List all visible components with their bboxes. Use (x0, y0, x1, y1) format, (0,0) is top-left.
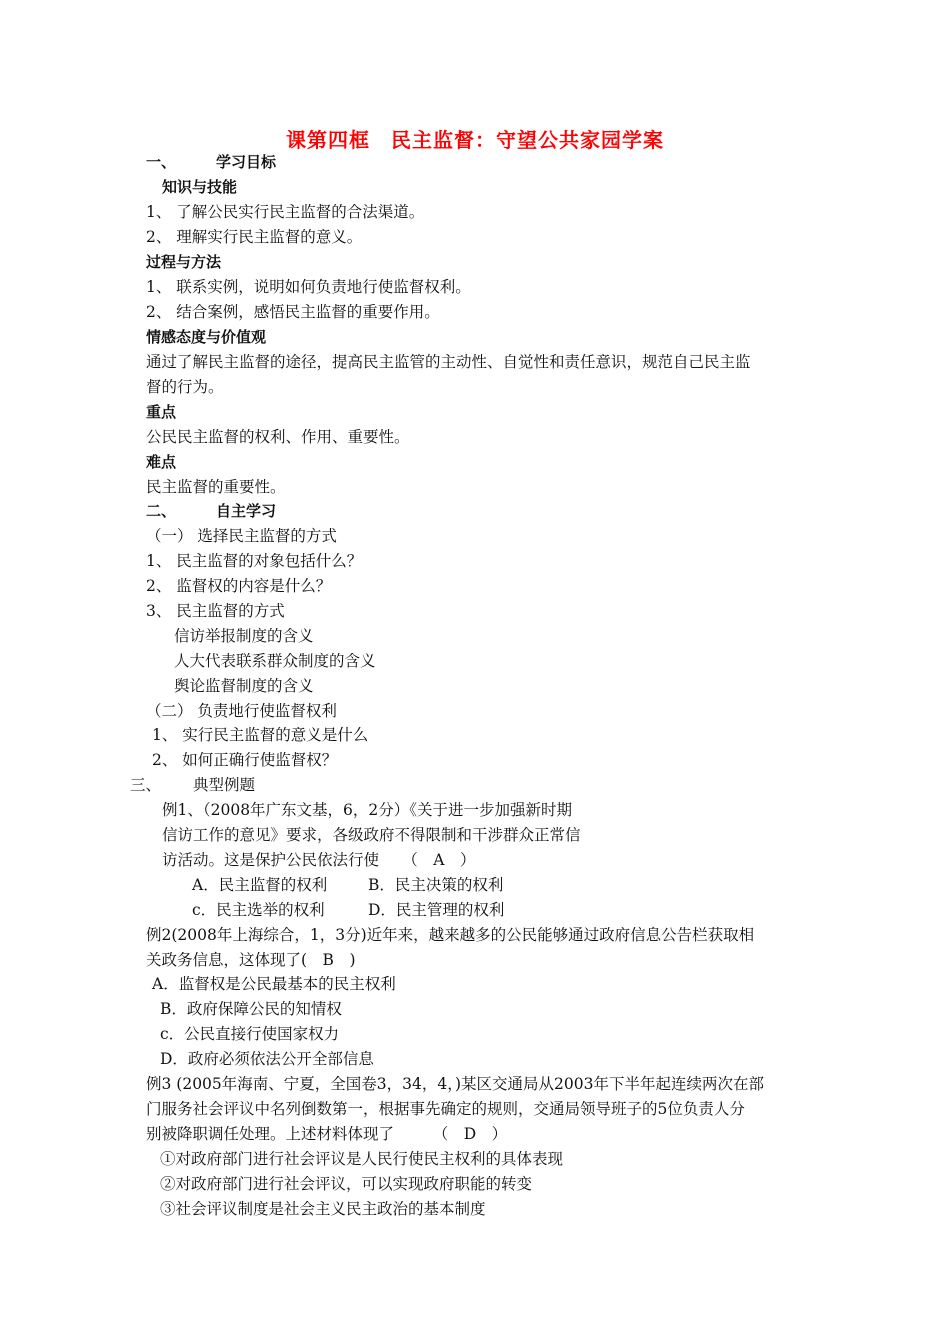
section-3-number: 三、 (130, 776, 162, 794)
example-2-line-2: 关政务信息，这体现了( B ) (146, 951, 356, 969)
example-1-option-c: c．民主选举的权利 (192, 901, 325, 919)
key-text: 公民民主监督的权利、作用、重要性。 (146, 428, 410, 446)
section-2-number: 二、 (146, 502, 177, 520)
subsection-2-heading: （二） 负责地行使监督权利 (146, 702, 337, 720)
process-item-1: 1、 联系实例，说明如何负责地行使监督权利。 (146, 278, 471, 296)
section-3-heading (130, 775, 255, 795)
example-3-line-3: 别被降职调任处理。上述材料体现了 （ D ） (146, 1125, 508, 1143)
method-item-1: 信访举报制度的含义 (174, 627, 314, 645)
section-2-title: 自主学习 (216, 502, 277, 520)
example-3-item-1: ①对政府部门进行社会评议是人民行使民主权利的具体表现 (160, 1150, 564, 1168)
example-2-option-c: c．公民直接行使国家权力 (160, 1025, 340, 1043)
example-1-line-3: 访活动。这是保护公民依法行使 （ A ） (162, 851, 476, 869)
example-1-option-a: A．民主监督的权利 (192, 876, 328, 894)
example-2-option-a: A．监督权是公民最基本的民主权利 (152, 975, 396, 993)
emotion-line-1: 通过了解民主监督的途径，提高民主监管的主动性、自觉性和责任意识，规范自己民主监 (146, 353, 751, 371)
section-1-heading (146, 152, 276, 172)
process-heading: 过程与方法 (146, 253, 222, 271)
example-1-line-1: 例1、（2008年广东文基，6，2分）《关于进一步加强新时期 (162, 801, 573, 819)
subsection-1-item-1: 1、 民主监督的对象包括什么？ (146, 552, 363, 570)
subsection-1-heading: （一） 选择民主监督的方式 (146, 527, 337, 545)
subsection-1-item-3: 3、 民主监督的方式 (146, 602, 285, 620)
knowledge-item-2: 2、 理解实行民主监督的意义。 (146, 228, 363, 246)
example-1-option-b: B．民主决策的权利 (368, 876, 504, 894)
method-item-2: 人大代表联系群众制度的含义 (174, 652, 376, 670)
example-3-line-2: 门服务社会评议中名列倒数第一，根据事先确定的规则，交通局领导班子的5位负责人分 (146, 1100, 745, 1118)
knowledge-item-1: 1、 了解公民实行民主监督的合法渠道。 (146, 203, 425, 221)
example-2-line-1: 例2(2008年上海综合，1，3分)近年来，越来越多的公民能够通过政府信息公告栏获取相 (146, 926, 755, 944)
subsection-1-item-2: 2、 监督权的内容是什么？ (146, 577, 332, 595)
key-heading: 重点 (146, 403, 177, 421)
subsection-2-item-2: 2、 如何正确行使监督权？ (152, 751, 338, 769)
example-2-option-d: D．政府必须依法公开全部信息 (160, 1050, 374, 1068)
section-3-title: 典型例题 (193, 776, 256, 794)
page-title: 课第四框 民主监督：守望公共家园学案 (286, 128, 664, 152)
example-1-line-2: 信访工作的意见》要求，各级政府不得限制和干涉群众正常信 (162, 826, 581, 844)
difficult-text: 民主监督的重要性。 (146, 478, 286, 496)
section-1-number: 一、 (146, 153, 177, 171)
example-3-item-3: ③社会评议制度是社会主义民主政治的基本制度 (160, 1200, 486, 1218)
section-1-title: 学习目标 (216, 153, 277, 171)
knowledge-heading: 知识与技能 (162, 178, 238, 196)
difficult-heading: 难点 (146, 453, 177, 471)
emotion-heading: 情感态度与价值观 (146, 328, 267, 346)
emotion-line-2: 督的行为。 (146, 378, 224, 396)
method-item-3: 舆论监督制度的含义 (174, 677, 314, 695)
subsection-2-item-1: 1、 实行民主监督的意义是什么 (152, 726, 369, 744)
example-2-option-b: B．政府保障公民的知情权 (160, 1000, 342, 1018)
process-item-2: 2、 结合案例，感悟民主监督的重要作用。 (146, 303, 440, 321)
example-1-option-d: D．民主管理的权利 (368, 901, 505, 919)
example-3-item-2: ②对政府部门进行社会评议，可以实现政府职能的转变 (160, 1175, 533, 1193)
section-2-heading (146, 501, 276, 521)
example-3-line-1: 例3 (2005年海南、宁夏，全国卷3，34，4，)某区交通局从2003年下半年起连续两次在部 (146, 1075, 764, 1093)
